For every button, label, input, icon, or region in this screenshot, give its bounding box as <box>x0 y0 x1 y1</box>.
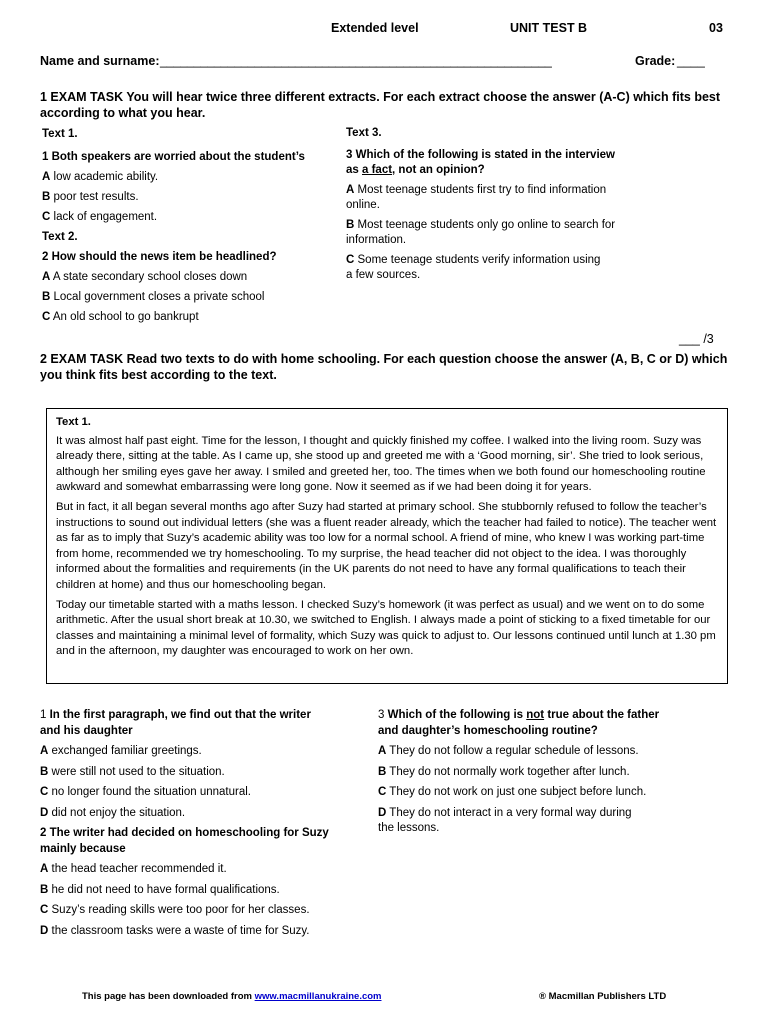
task2-question-2 <box>40 826 360 857</box>
level-label: Extended level <box>331 21 419 35</box>
q3-emphasis: not <box>526 709 545 721</box>
option-text-cont: the lessons. <box>378 822 440 834</box>
q2-option-b[interactable] <box>42 289 332 305</box>
option-letter: D <box>40 924 49 937</box>
task1-right-column <box>346 126 686 287</box>
footer-download-text: This page has been downloaded from <box>82 991 255 1002</box>
option-text: They do not follow a regular schedule of lessons. <box>386 745 639 757</box>
option-text: were still not used to the situation. <box>48 765 225 778</box>
option-letter: C <box>42 311 51 323</box>
test-title: UNIT TEST B <box>510 21 588 35</box>
task2-instruction <box>40 351 730 383</box>
option-letter: A <box>42 271 51 283</box>
task1-instruction-line1: 1 EXAM TASK You will hear twice three different extracts. For each extract choose the answer (A-C) which fits best <box>40 90 721 104</box>
q3-emphasis: a fact <box>362 164 393 176</box>
grade-field[interactable]: ____ <box>677 54 705 68</box>
q2-option-c[interactable] <box>42 309 332 325</box>
q3-line1: 3 Which of the following is stated in the interview <box>346 149 615 161</box>
footer-link[interactable]: www.macmillanukraine.com <box>254 991 382 1002</box>
option-letter: A <box>378 745 387 757</box>
q2-line2: mainly because <box>40 842 126 855</box>
passage-paragraph-1: It was almost half past eight. Time for the lesson, I thought and quickly finished my coffee. I walked into the living room. Suzy was already there, sitting at the table. As I came up, she stood up and greeted me with a ‘Good morning, sir’. She tried to look serious, although her smiling eyes gave her away. I smiled and greeted her, too. The times when we both found our homeschooling routine awkward and somewhat embarrassing were long gone. Now it seemed as if we had been doing it for years. <box>56 434 706 494</box>
option-text: he did not need to have formal qualifications. <box>48 883 280 896</box>
option-text: Suzy’s reading skills were too poor for her classes. <box>48 904 310 916</box>
q1-option-b[interactable] <box>42 189 332 205</box>
q1-line1: In the first paragraph, we find out that the writer <box>46 709 311 721</box>
reading-passage <box>46 408 728 684</box>
q2-option-a[interactable] <box>42 269 332 285</box>
t2q3-option-b[interactable] <box>378 765 718 781</box>
t2q2-option-b[interactable] <box>40 883 360 899</box>
option-letter: D <box>40 806 49 819</box>
option-letter: B <box>40 765 49 778</box>
task2-right-column <box>378 708 718 842</box>
name-field[interactable]: __________________________________________________________ <box>160 54 552 68</box>
t2q1-option-c[interactable] <box>40 785 360 801</box>
option-letter: A <box>40 745 49 757</box>
q3-line2-post: , not an opinion? <box>392 164 485 176</box>
passage-paragraph-2: But in fact, it all began several months ago after Suzy had started at primary school. She stubbornly refused to follow the teacher’s instructions to sound out individual letters (she was a fluent reader already, which the teacher had failed to notice). The teacher went as far as to imply that Suzy’s academic ability was too low for a normal school. A friend of mine, who knew I was working part-time from home, recommended we try homeschooling. To my surprise, the head teacher did not object to the idea. I was thoroughly informed about the formalities and requirements (in the UK parents do not need to have any formal qualifications to teach their children at home) and thus our homeschooling began. <box>56 500 717 591</box>
option-letter: C <box>40 786 49 798</box>
option-text: An old school to go bankrupt <box>50 311 199 323</box>
q3-option-c[interactable] <box>346 253 686 283</box>
t2q1-option-a[interactable] <box>40 744 360 760</box>
question-2: 2 How should the news item be headlined? <box>42 251 277 263</box>
q1-option-c[interactable] <box>42 209 332 225</box>
option-text: Some teenage students verify information using <box>354 254 601 266</box>
option-letter: B <box>378 765 387 778</box>
q3-option-b[interactable] <box>346 218 686 248</box>
option-text: the classroom tasks were a waste of time for Suzy. <box>48 924 310 937</box>
option-letter: C <box>378 786 387 798</box>
option-text-cont: a few sources. <box>346 269 421 281</box>
t2q2-option-c[interactable] <box>40 903 360 919</box>
passage-label: Text 1. <box>56 416 91 428</box>
task1-instruction <box>40 89 730 121</box>
name-label: Name and surname: <box>40 54 160 68</box>
text1-label: Text 1. <box>42 128 78 140</box>
task2-instruction-line1: 2 EXAM TASK Read two texts to do with home schooling. For each question choose the answer (A, B, C or D) which <box>40 352 728 366</box>
page-number: 03 <box>709 21 723 35</box>
t2q3-option-c[interactable] <box>378 785 718 801</box>
footer-download <box>82 991 382 1003</box>
option-text: exchanged familiar greetings. <box>48 745 202 757</box>
option-text: did not enjoy the situation. <box>48 806 186 819</box>
q2-line1: 2 The writer had decided on homeschooling for Suzy <box>40 827 329 839</box>
option-text-cont: information. <box>346 234 407 246</box>
passage-paragraph-3: Today our timetable started with a maths lesson. I checked Suzy’s homework (it was perfect as usual) and we went on to do some arithmetic. After the usual short break at 10.30, we switched to English. I always made a point of sticking to a fixed timetable for our classes and maintaining a minimal level of formality, which Suzy was quick to adjust to. Our lessons continued until lunch at 1.30 pm and in the afternoon, my daughter was encouraged to work on her own. <box>56 598 716 658</box>
option-letter: B <box>42 291 51 303</box>
t2q2-option-a[interactable] <box>40 862 360 878</box>
t2q1-option-d[interactable] <box>40 806 360 822</box>
footer-copyright: ® Macmillan Publishers LTD <box>539 991 667 1002</box>
text3-label: Text 3. <box>346 127 382 139</box>
option-text: Most teenage students first try to find information <box>354 184 607 196</box>
option-letter: D <box>378 806 387 819</box>
task1-score: ___ /3 <box>679 332 714 346</box>
text2-label: Text 2. <box>42 231 78 243</box>
option-letter: A <box>346 184 355 196</box>
task1-left-column <box>42 126 332 329</box>
q1-line2: and his daughter <box>40 724 133 737</box>
option-text: They do not work on just one subject before lunch. <box>386 786 647 798</box>
option-text: Most teenage students only go online to search for <box>354 219 616 231</box>
question-3 <box>346 148 686 178</box>
t2q3-option-d[interactable] <box>378 806 718 837</box>
option-text: the head teacher recommended it. <box>48 863 227 875</box>
task2-instruction-line2: you think fits best according to the text. <box>40 368 277 382</box>
q3-line1-pre: Which of the following is <box>384 709 527 721</box>
option-text: A state secondary school closes down <box>50 271 248 283</box>
q3-option-a[interactable] <box>346 183 686 213</box>
question-1: 1 Both speakers are worried about the student’s <box>42 151 305 163</box>
option-letter: C <box>42 211 51 223</box>
option-letter: A <box>42 171 51 183</box>
t2q2-option-d[interactable] <box>40 924 360 940</box>
option-text: low academic ability. <box>50 171 159 183</box>
q3-line1-post: true about the father <box>544 709 660 721</box>
option-text: Local government closes a private school <box>50 291 265 303</box>
option-text: lack of engagement. <box>50 211 158 223</box>
task2-left-column <box>40 708 360 944</box>
grade-label: Grade: <box>635 54 676 68</box>
task2-question-3 <box>378 708 718 739</box>
q-number: 1 <box>40 709 47 721</box>
option-text: They do not interact in a very formal way during <box>386 806 632 819</box>
q1-option-a[interactable] <box>42 169 332 185</box>
option-letter: A <box>40 863 49 875</box>
option-text-cont: online. <box>346 199 380 211</box>
q3-line2-pre: as <box>346 164 362 176</box>
option-letter: B <box>40 883 49 896</box>
q-number: 3 <box>378 709 385 721</box>
q3-line2: and daughter’s homeschooling routine? <box>378 724 598 737</box>
task1-instruction-line2: according to what you hear. <box>40 106 206 120</box>
option-letter: C <box>40 904 49 916</box>
t2q3-option-a[interactable] <box>378 744 718 760</box>
option-letter: B <box>42 191 51 203</box>
option-text: They do not normally work together after lunch. <box>386 765 630 778</box>
option-letter: C <box>346 254 355 266</box>
task2-question-1 <box>40 708 360 739</box>
option-text: poor test results. <box>50 191 139 203</box>
option-letter: B <box>346 219 355 231</box>
t2q1-option-b[interactable] <box>40 765 360 781</box>
option-text: no longer found the situation unnatural. <box>48 786 251 798</box>
